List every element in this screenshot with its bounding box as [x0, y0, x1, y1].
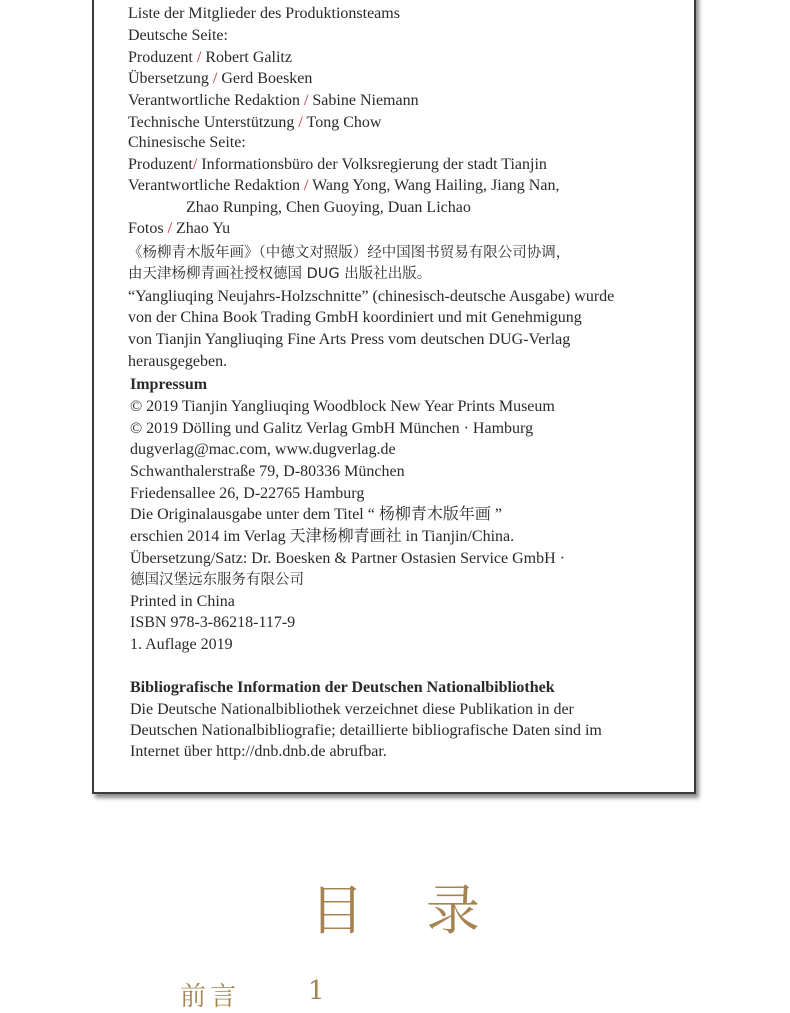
dnb-text-line: Internet über http://dnb.dnb.de abrufbar. [130, 743, 387, 760]
toc-entry-name[interactable]: 前言 [180, 982, 241, 1012]
credit-line-photos: Fotos / Zhao Yu [128, 220, 231, 237]
chinese-note-line: 《杨柳青木版年画》（中德文对照版）经中国图书贸易有限公司协调， [128, 245, 571, 261]
toc-title: 目录 [310, 879, 542, 942]
credit-line-tech: Technische Unterstützung / Tong Chow [128, 114, 382, 131]
address-line: Friedensallee 26, D-22765 Hamburg [130, 485, 365, 502]
coordination-line: von Tianjin Yangliuqing Fine Arts Press vom deutschen DUG-Verlag [128, 331, 571, 348]
credit-line-producer-cn: Produzent/ Informationsbüro der Volksregierung der stadt Tianjin [128, 156, 547, 173]
dnb-heading: Bibliografische Information der Deutschen Nationalbibliothek [130, 679, 555, 696]
original-edition-line: Die Originalausgabe unter dem Titel “ 杨柳青木版年画 ” [130, 506, 502, 523]
chinese-side-heading: Chinesische Seite: [128, 134, 246, 151]
copyright-line: © 2019 Tianjin Yangliuqing Woodblock New Year Prints Museum [130, 398, 555, 415]
imprint-card [92, 0, 696, 794]
coordination-line: von der China Book Trading GmbH koordiniert und mit Genehmigung [128, 309, 582, 326]
credit-line-editor-de: Verantwortliche Redaktion / Sabine Niemann [128, 92, 419, 109]
german-side-heading: Deutsche Seite: [128, 27, 228, 44]
translation-company-cn: 德国汉堡远东服务有限公司 [130, 572, 304, 588]
credit-line-editor-cn: Verantwortliche Redaktion / Wang Yong, Wang Hailing, Jiang Nan, [128, 177, 560, 194]
original-edition-line: erschien 2014 im Verlag 天津杨柳青画社 in Tianjin/China. [130, 528, 515, 545]
impressum-heading: Impressum [130, 376, 208, 393]
edition-line: 1. Auflage 2019 [130, 636, 233, 653]
address-line: Schwanthalerstraße 79, D-80336 München [130, 463, 405, 480]
team-list-heading: Liste der Mitglieder des Produktionsteams [128, 5, 400, 22]
chinese-note-line: 由天津杨柳青画社授权德国 DUG 出版社出版。 [128, 266, 432, 282]
isbn-line: ISBN 978-3-86218-117-9 [130, 614, 296, 631]
printed-line: Printed in China [130, 593, 235, 610]
toc-entry-page: 1 [308, 976, 325, 1006]
credit-line-translation: Übersetzung / Gerd Boesken [128, 70, 313, 87]
credit-line-producer-de: Produzent / Robert Galitz [128, 49, 292, 66]
dnb-text-line: Die Deutsche Nationalbibliothek verzeichnet diese Publikation in der [130, 701, 574, 718]
copyright-line: © 2019 Dölling und Galitz Verlag GmbH München · Hamburg [130, 420, 534, 437]
coordination-line: herausgegeben. [128, 353, 228, 370]
credit-line-editor-cn-cont: Zhao Runping, Chen Guoying, Duan Lichao [186, 199, 471, 216]
dnb-text-line: Deutschen Nationalbibliografie; detaillierte bibliografische Daten sind im [130, 722, 602, 739]
contact-line: dugverlag@mac.com, www.dugverlag.de [130, 441, 396, 458]
translation-line: Übersetzung/Satz: Dr. Boesken & Partner Ostasien Service GmbH · [130, 550, 566, 567]
coordination-line: “Yangliuqing Neujahrs-Holzschnitte” (chinesisch-deutsche Ausgabe) wurde [128, 288, 615, 305]
